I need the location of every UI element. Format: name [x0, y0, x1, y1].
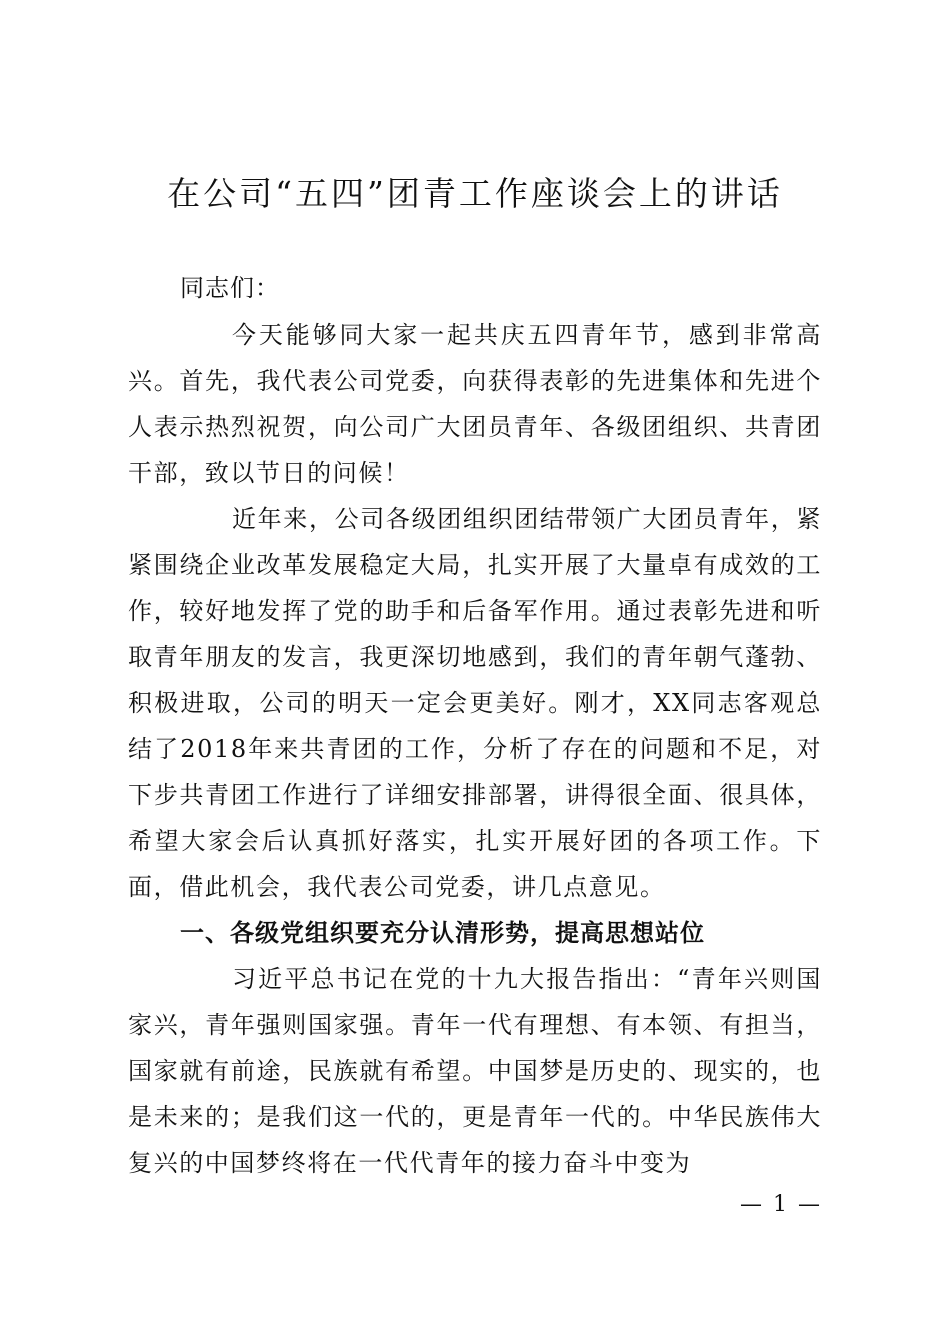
document-title: 在公司“五四”团青工作座谈会上的讲话 — [167, 174, 783, 213]
page-number: — 1 — — [740, 1192, 822, 1217]
paragraph-section-one: 习近平总书记在党的十九大报告指出：“青年兴则国家兴，青年强则国家强。青年一代有理想、有本领、有担当，国家就有前途，民族就有希望。中国梦是历史的、现实的，也是未来的；是我们这一代的，更是青年一代的。中华民族伟大复兴的中国梦终将在一代代青年的接力奋斗中变为 — [128, 965, 822, 1177]
salutation: 同志们： — [180, 274, 280, 302]
paragraph-opening: 今天能够同大家一起共庆五四青年节，感到非常高兴。首先，我代表公司党委，向获得表彰的先进集体和先进个人表示热烈祝贺，向公司广大团员青年、各级团组织、共青团干部，致以节日的问候！ — [128, 321, 822, 487]
section-heading: 一、各级党组织要充分认清形势，提高思想站位 — [180, 919, 705, 947]
paragraph-review: 近年来，公司各级团组织团结带领广大团员青年，紧紧围绕企业改革发展稳定大局，扎实开展了大量卓有成效的工作，较好地发挥了党的助手和后备军作用。通过表彰先进和听取青年朋友的发言，我更深切地感到，我们的青年朝气蓬勃、积极进取，公司的明天一定会更美好。刚才，XX同志客观总结了2018年来共青团的工作，分析了存在的问题和不足，对下步共青团工作进行了详细安排部署，讲得很全面、很具体，希望大家会后认真抓好落实，扎实开展好团的各项工作。下面，借此机会，我代表公司党委，讲几点意见。 — [128, 505, 822, 901]
